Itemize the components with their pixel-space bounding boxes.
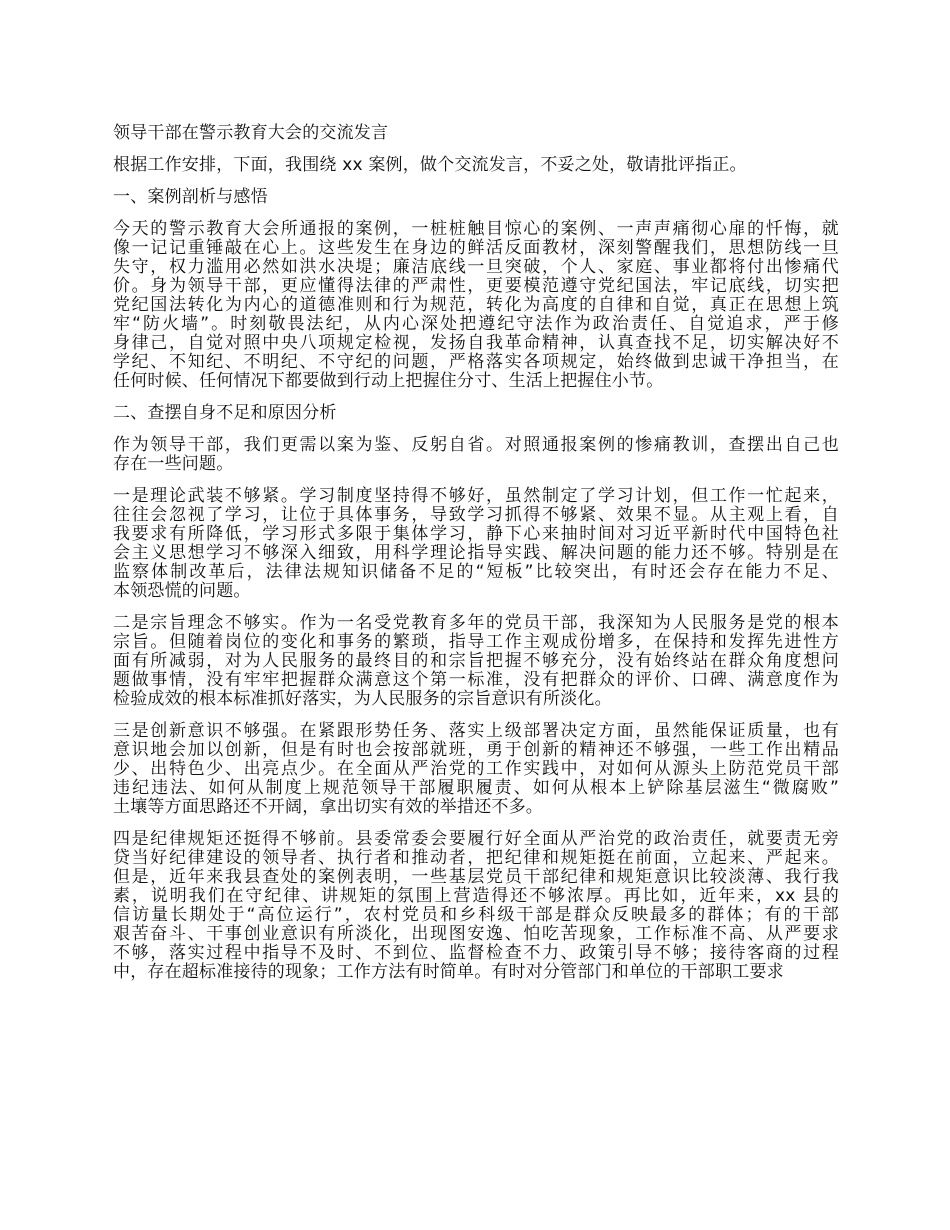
text-line: 作为领导干部，我们更需以案为鉴、反躬自省。对照通报案例的惨痛教训，查摆出自己也 xyxy=(113,435,839,455)
text-line: 任何时候、任何情况下都要做到行动上把握住分寸、生活上把握住小节。 xyxy=(113,371,664,391)
text-line: 素，说明我们在守纪律、讲规矩的氛围上营造得还不够浓厚。再比如，近年来，xx 县的 xyxy=(113,886,839,906)
document-page xyxy=(113,124,839,995)
text-line: 但是，近年来我县查处的案例表明，一些基层党员干部纪律和规矩意识比较淡薄、我行我 xyxy=(113,867,839,887)
body-paragraph xyxy=(113,436,839,474)
text-line: 存在一些问题。 xyxy=(113,454,234,474)
text-line: 检验成效的根本标准抓好落实，为人民服务的宗旨意识有所淡化。 xyxy=(113,689,612,709)
text-line: 根据工作安排，下面，我围绕 xx 案例，做个交流发言，不妥之处，敬请批评指正。 xyxy=(113,155,747,175)
body-paragraph xyxy=(113,722,839,817)
text-line: 信访量长期处于“高位运行”，农村党员和乡科级干部是群众反映最多的群体；有的干部 xyxy=(113,905,839,925)
body-paragraph xyxy=(113,487,839,601)
body-paragraph xyxy=(113,830,839,982)
body-paragraph xyxy=(113,614,839,709)
text-line: 少、出特色少、出亮点少。在全面从严治党的工作实践中，对如何从源头上防范党员干部 xyxy=(113,759,839,779)
text-line: 艰苦奋斗、干事创业意识有所淡化，出现图安逸、怕吃苦现象，工作标准不高、从严要求 xyxy=(113,924,839,944)
text-line: 本领恐慌的问题。 xyxy=(113,581,251,601)
text-line: 一是理论武装不够紧。学习制度坚持得不够好，虽然制定了学习计划，但工作一忙起来， xyxy=(113,486,839,506)
text-line: 一、案例剖析与感悟 xyxy=(113,187,268,207)
intro-paragraph xyxy=(113,156,839,175)
text-line: 监察体制改革后，法律法规知识储备不足的“短板”比较突出，有时还会存在能力不足、 xyxy=(113,562,839,582)
text-line: 不够，落实过程中指导不及时、不到位、监督检查不力、政策引导不够；接待客商的过程 xyxy=(113,943,839,963)
text-line: 违纪违法、如何从制度上规范领导干部履职履责、如何从根本上铲除基层滋生“微腐败” xyxy=(113,778,839,798)
text-line: 价。身为领导干部，更应懂得法律的严肃性，更要模范遵守党纪国法，牢记底线，切实把 xyxy=(113,276,839,296)
text-line: 中，存在超标准接待的现象；工作方法有时简单。有时对分管部门和单位的干部职工要求 xyxy=(113,962,784,982)
text-line: 往往会忽视了学习，让位于具体事务，导致学习抓得不够紧、效果不显。从主观上看，自 xyxy=(113,505,839,525)
text-line: 会主义思想学习不够深入细致，用科学理论指导实践、解决问题的能力还不够。特别是在 xyxy=(113,543,839,563)
text-line: 二是宗旨理念不够实。作为一名受党教育多年的党员干部，我深知为人民服务是党的根本 xyxy=(113,613,839,633)
text-line: 二、查摆自身不足和原因分析 xyxy=(113,403,337,423)
text-line: 党纪国法转化为内心的道德准则和行为规范，转化为高度的自律和自觉，真正在思想上筑 xyxy=(113,295,839,315)
document-body xyxy=(113,156,839,982)
text-line: 失守，权力滥用必然如洪水决堤；廉洁底线一旦突破，个人、家庭、事业都将付出惨痛代 xyxy=(113,257,839,277)
document-title xyxy=(113,124,839,143)
title-text: 领导干部在警示教育大会的交流发言 xyxy=(113,123,389,143)
text-line: 贷当好纪律建设的领导者、执行者和推动者，把纪律和规矩挺在前面，立起来、严起来。 xyxy=(113,848,839,868)
section-heading xyxy=(113,188,839,207)
text-line: 意识地会加以创新，但是有时也会按部就班，勇于创新的精神还不够强，一些工作出精品 xyxy=(113,740,839,760)
body-paragraph xyxy=(113,220,839,391)
text-line: 土壤等方面思路还不开阔，拿出切实有效的举措还不多。 xyxy=(113,797,543,817)
section-heading xyxy=(113,404,839,423)
text-line: 像一记记重锤敲在心上。这些发生在身边的鲜活反面教材，深刻警醒我们，思想防线一旦 xyxy=(113,238,839,258)
text-line: 我要求有所降低，学习形式多限于集体学习，静下心来抽时间对习近平新时代中国特色社 xyxy=(113,524,839,544)
text-line: 三是创新意识不够强。在紧跟形势任务、落实上级部署决定方面，虽然能保证质量，也有 xyxy=(113,721,839,741)
text-line: 面有所减弱，对为人民服务的最终目的和宗旨把握不够充分，没有始终站在群众角度想问 xyxy=(113,651,839,671)
text-line: 宗旨。但随着岗位的变化和事务的繁琐，指导工作主观成份增多，在保持和发挥先进性方 xyxy=(113,632,839,652)
text-line: 题做事情，没有牢牢把握群众满意这个第一标准，没有把群众的评价、口碑、满意度作为 xyxy=(113,670,839,690)
text-line: 牢“防火墙”。时刻敬畏法纪，从内心深处把遵纪守法作为政治责任、自觉追求，严于修 xyxy=(113,314,839,334)
text-line: 身律己，自觉对照中央八项规定检视，发扬自我革命精神，认真查找不足，切实解决好不 xyxy=(113,333,839,353)
text-line: 四是纪律规矩还挺得不够前。县委常委会要履行好全面从严治党的政治责任，就要责无旁 xyxy=(113,829,839,849)
text-line: 今天的警示教育大会所通报的案例，一桩桩触目惊心的案例、一声声痛彻心扉的忏悔，就 xyxy=(113,219,839,239)
text-line: 学纪、不知纪、不明纪、不守纪的问题，严格落实各项规定，始终做到忠诚干净担当，在 xyxy=(113,352,839,372)
